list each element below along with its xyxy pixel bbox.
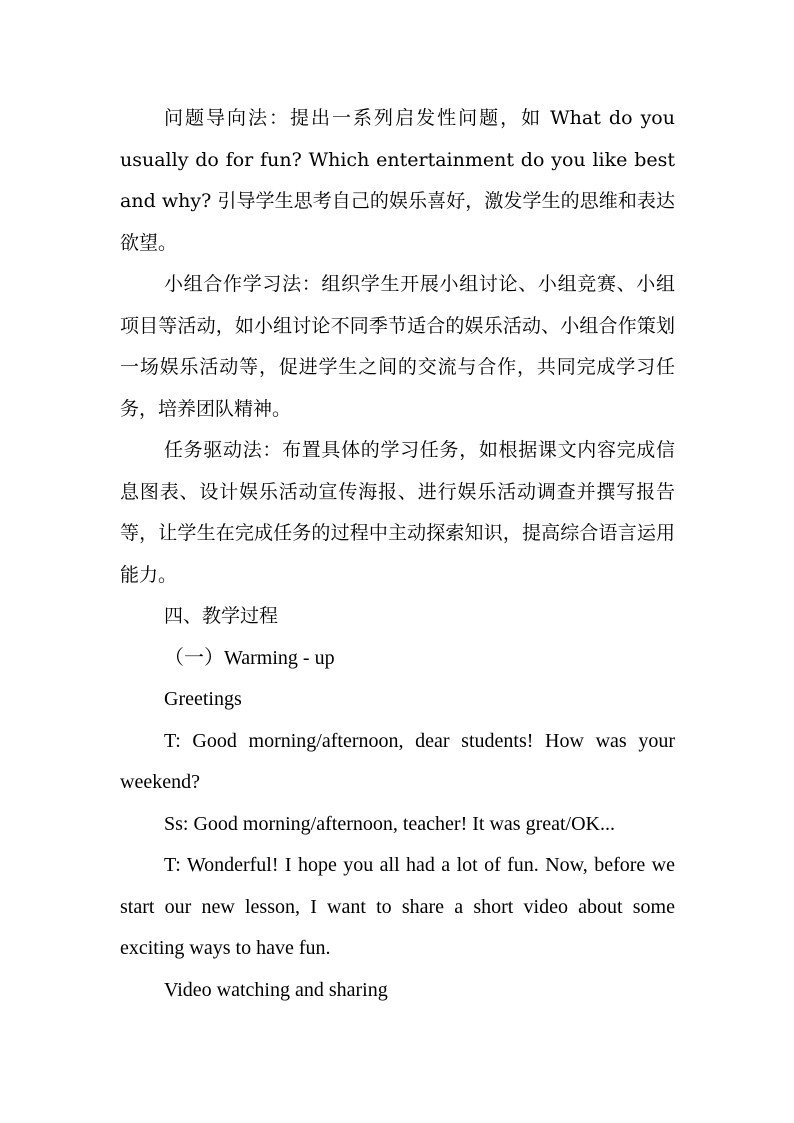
paragraph-group-cooperation-method: 小组合作学习法：组织学生开展小组讨论、小组竞赛、小组项目等活动，如小组讨论不同季节适合的娱乐活动、小组合作策划一场娱乐活动等，促进学生之间的交流与合作，共同完成学习任务，培养团队精神。 — [120, 273, 675, 420]
document-body — [120, 98, 675, 1011]
paragraph-video-watching: Video watching and sharing — [164, 978, 388, 1001]
dialogue-teacher-greeting: T: Good morning/afternoon, dear students! How was your weekend? — [120, 729, 675, 793]
dialogue-students-reply: Ss: Good morning/afternoon, teacher! It was great/OK... — [164, 812, 615, 835]
paragraph-greetings: Greetings — [164, 688, 242, 710]
paragraph-problem-oriented-method: 问题导向法：提出一系列启发性问题，如 What do you usually do for fun? Which entertainment do you like best and why? 引导学生思考自己的娱乐喜好，激发学生的思维和表达欲望。 — [120, 107, 675, 254]
dialogue-teacher-video-intro: T: Wonderful! I hope you all had a lot of fun. Now, before we start our new lesson, I want to share a short video about some exciting ways to have fun. — [120, 854, 675, 959]
paragraph-task-driven-method: 任务驱动法：布置具体的学习任务，如根据课文内容完成信息图表、设计娱乐活动宣传海报、进行娱乐活动调查并撰写报告等，让学生在完成任务的过程中主动探索知识，提高综合语言运用能力。 — [120, 439, 675, 586]
subsection-heading-warming-up: （一）Warming - up — [164, 646, 335, 669]
section-heading-teaching-process: 四、教学过程 — [164, 605, 279, 627]
